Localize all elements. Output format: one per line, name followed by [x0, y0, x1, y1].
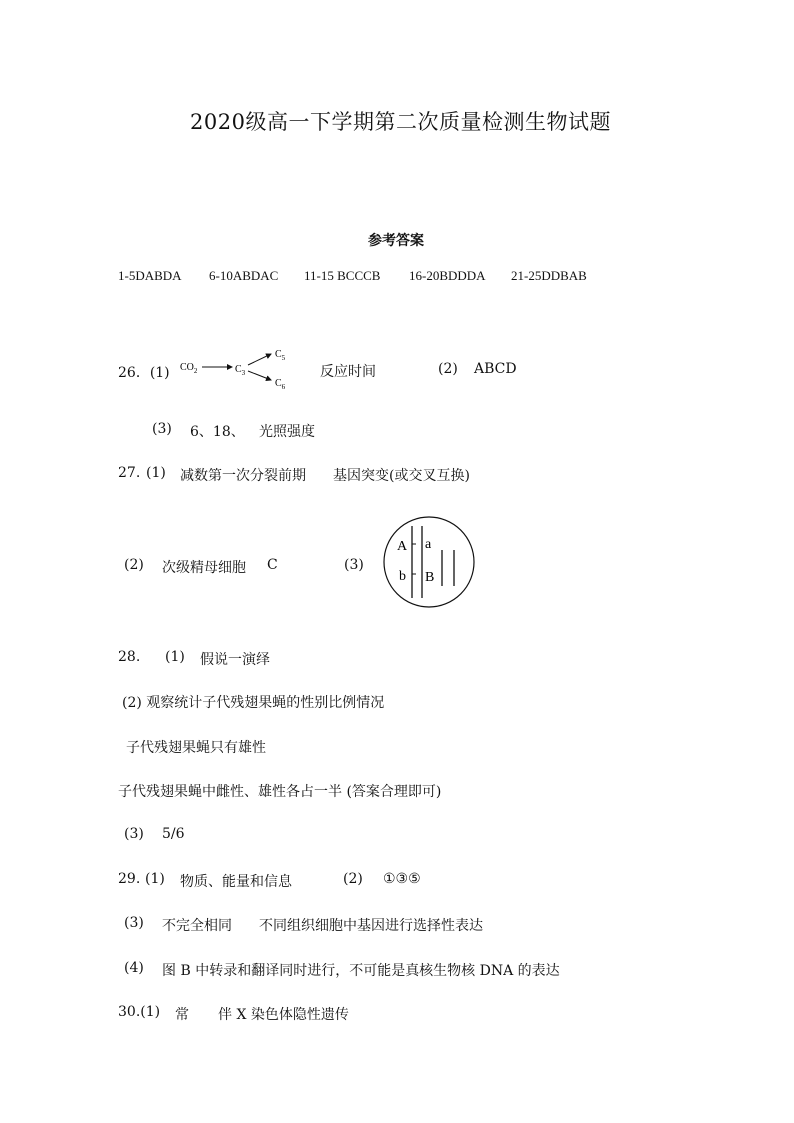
choice-answers-21-25: 21-25DDBAB [511, 268, 587, 283]
q27-answer-2b: C [267, 557, 278, 573]
q29-answer-2: ①③⑤ [383, 871, 421, 887]
q30-answer-1a: 常 [175, 1007, 189, 1023]
q27-part-3: (3) [344, 557, 364, 573]
q27-answer-2a: 次级精母细胞 [162, 560, 246, 576]
allele-b-label: b [399, 569, 406, 584]
choice-answers-6-10: 6-10ABDAC [209, 268, 279, 283]
c3-label: $C_3$ [235, 364, 246, 377]
q29-part-1: (1) [145, 871, 165, 887]
q26-answer-3b: 光照强度 [259, 424, 315, 440]
page-title: 2020级高一下学期第二次质量检测生物试题 [190, 110, 611, 134]
allele-B-label: B [425, 570, 435, 585]
q30-answer-1b: 伴 X 染色体隐性遗传 [218, 1007, 349, 1023]
arrow-c3-to-c6 [248, 371, 271, 380]
q29-answer-4: 图 B 中转录和翻译同时进行，不可能是真核生物核 DNA 的表达 [162, 963, 560, 979]
q26-answer-3a: 6、18、 [190, 424, 245, 440]
arrow-c3-to-c5 [248, 354, 271, 365]
cell-chromosome-diagram [382, 512, 478, 612]
q30-number: 30.(1) [118, 1004, 161, 1020]
allele-A-label: A [397, 539, 408, 554]
q29-answer-3b: 不同组织细胞中基因进行选择性表达 [259, 918, 483, 934]
choice-answers-1-5: 1-5DABDA [118, 268, 182, 283]
q27-part-1: (1) [146, 465, 166, 481]
q28-answer-2: (2) 观察统计子代残翅果蝇的性别比例情况 [122, 695, 385, 711]
q27-number: 27. [118, 465, 141, 481]
cell-membrane [384, 517, 474, 607]
q27-answer-1b: 基因突变(或交叉互换) [333, 468, 470, 484]
q28-answer-2-case-1: 子代残翅果蝇只有雄性 [126, 740, 266, 756]
q28-answer-1: 假说一演绎 [200, 652, 270, 668]
q29-number: 29. [118, 871, 141, 887]
q26-number: 26．(1) [118, 365, 170, 381]
q26-part-3: (3) [152, 421, 172, 437]
q28-part-1: (1) [165, 649, 185, 665]
q28-number: 28. [118, 649, 141, 665]
allele-a-label: a [425, 537, 432, 552]
q28-answer-2-case-2: 子代残翅果蝇中雌性、雄性各占一半 (答案合理即可) [118, 784, 442, 800]
q28-answer-3: 5/6 [162, 826, 185, 842]
q29-part-2: (2) [343, 871, 363, 887]
q28-part-3: (3) [124, 826, 144, 842]
c5-label: $C_5$ [275, 349, 286, 362]
q26-answer-1: 反应时间 [320, 364, 376, 380]
q27-answer-1a: 减数第一次分裂前期 [180, 468, 306, 484]
answer-key-heading: 参考答案 [368, 233, 424, 249]
choice-answers-11-15: 11-15 BCCCB [304, 268, 381, 283]
q29-answer-1: 物质、能量和信息 [180, 874, 292, 890]
q29-part-4: (4) [124, 960, 144, 976]
q29-answer-3a: 不完全相同 [162, 918, 232, 934]
choice-answers-16-20: 16-20BDDDA [409, 268, 486, 283]
q26-part-2: (2) [438, 361, 458, 377]
q27-part-2: (2) [124, 557, 144, 573]
carbon-fixation-diagram [178, 342, 298, 394]
c6-label: $C_6$ [275, 378, 286, 391]
co2-label: $CO_2$ [180, 362, 198, 375]
q26-answer-2: ABCD [474, 361, 517, 377]
q29-part-3: (3) [124, 915, 144, 931]
